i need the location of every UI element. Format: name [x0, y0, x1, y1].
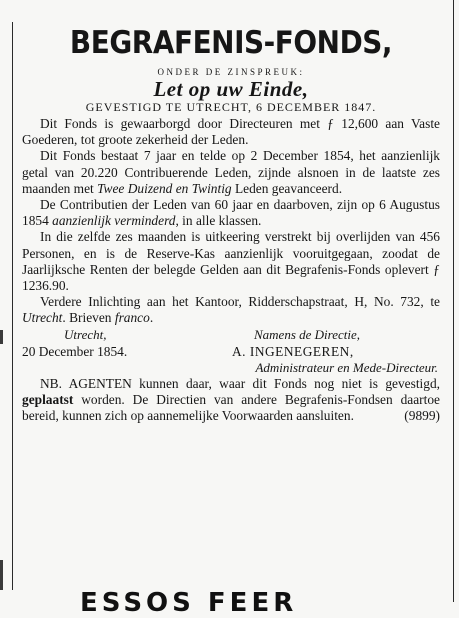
nb-text-2: worden. De Directien van andere Begrafenis-Fondsen daartoe bereid, kunnen zich op aannemelijke Voorwaarden aansluiten.	[22, 391, 440, 424]
para3-text-1: De Contributien der Leden van 60 jaar en daarboven, zijn op 6 Augustus 1854	[22, 197, 440, 229]
motto: Let op uw Einde,	[153, 77, 309, 101]
para2-italic: Twee Duizend en Twintig	[97, 180, 232, 196]
right-column-rule	[453, 0, 454, 602]
para5-text-2: . Brieven	[62, 310, 115, 326]
signature-date: 20 December 1854.	[22, 343, 128, 359]
para2-text-1: Dit Fonds bestaat 7 jaar en telde op 2 December 1854, het aanzienlijk getal van 20.220 Contribuerende Leden, zijnde alsnoen in de laatste zes maanden met	[22, 148, 440, 196]
para3-text-2: , in alle klassen.	[175, 213, 262, 229]
left-column-rule	[12, 22, 13, 590]
paragraph-payouts	[22, 229, 440, 294]
signature-name: A. INGENEGEREN,	[232, 343, 354, 359]
edge-mark	[0, 560, 3, 590]
para4-text: In die zelfde zes maanden is uitkeering verstrekt bij overlijden van 456 Personen, en is de Reserve-Kas aanzienlijk vooruitgegaan, zoodat de Jaarlijksche Renten der belegde Gelden aan dit Begrafenis-Fonds oplevert ƒ 1236.90.	[22, 229, 440, 294]
para1-text-1: Dit Fonds is gewaarborgd door Directeuren met	[40, 116, 320, 131]
signature-date-row	[22, 343, 440, 360]
para3-italic: aanzienlijk verminderd	[52, 213, 176, 229]
para1-text-2: ƒ 12,600 aan Vaste Goederen, tot groote zekerheid der Leden.	[22, 116, 440, 148]
edge-mark	[0, 330, 3, 344]
signature-place-row	[22, 327, 440, 343]
paragraph-guarantee	[22, 116, 440, 148]
paragraph-information	[22, 294, 440, 326]
next-ad-heading-fragment: ESSOS FEER	[80, 588, 298, 618]
founded-prefix: GEVESTIGD TE	[85, 100, 183, 114]
founded-line	[22, 100, 440, 116]
paragraph-members	[22, 148, 440, 197]
founded-city: UTRECHT	[186, 100, 248, 114]
founded-date: , 6 DECEMBER 1847.	[247, 100, 377, 114]
signature-on-behalf: Namens de Directie,	[254, 326, 361, 342]
para5-italic-franco: franco	[114, 310, 150, 326]
paragraph-contributions	[22, 197, 440, 229]
para5-text-3: .	[149, 310, 154, 326]
nb-bold: geplaatst	[22, 391, 74, 407]
advertisement	[22, 24, 440, 424]
signature-place: Utrecht,	[64, 326, 107, 342]
paragraph-agents	[22, 376, 440, 425]
para5-text-1: Verdere Inlichting aan het Kantoor, Ridderschapstraat, H, No. 732, te	[40, 294, 440, 310]
ad-reference-number: (9899)	[404, 408, 440, 424]
ad-title: BEGRAFENIS-FONDS,	[69, 25, 393, 61]
motto-label: ONDER DE ZINSPREUK:	[157, 67, 305, 77]
para5-italic-city: Utrecht	[22, 310, 63, 326]
nb-text-1: NB. AGENTEN kunnen daar, waar dit Fonds nog niet is gevestigd,	[40, 375, 440, 391]
para2-text-2: Leden geavanceerd.	[231, 180, 343, 196]
signature-role: Administrateur en Mede-Directeur.	[255, 359, 438, 375]
